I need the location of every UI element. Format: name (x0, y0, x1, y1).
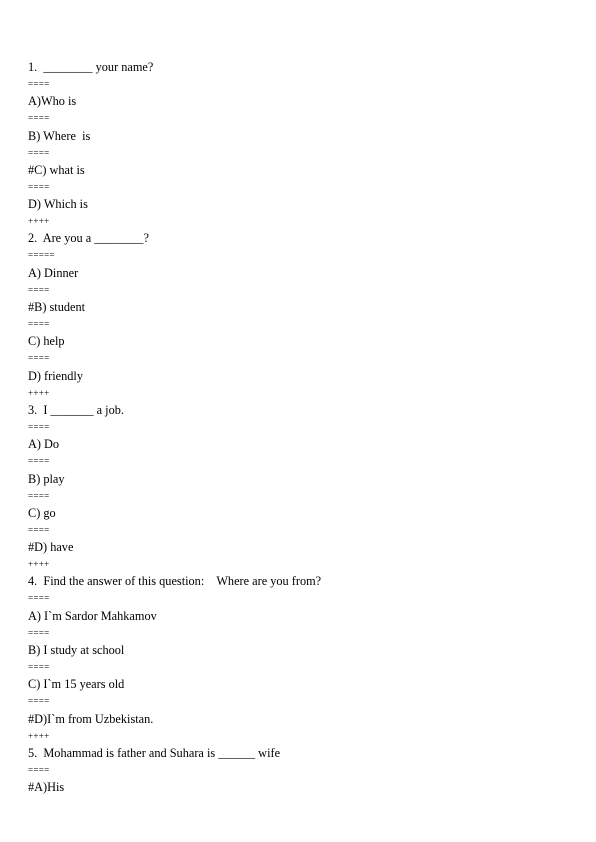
option-separator: ==== (28, 490, 50, 501)
option-separator: ==== (28, 627, 50, 638)
answer-option: B) Where is (28, 128, 91, 143)
question-text: 3. I _______ a job. (28, 402, 124, 417)
option-separator: ==== (28, 456, 50, 467)
answer-option: D) Which is (28, 197, 88, 212)
answer-option-correct: #D)I`m from Uzbekistan. (28, 711, 154, 726)
option-separator: ==== (28, 764, 50, 775)
option-separator: ==== (28, 181, 50, 192)
answer-option: B) play (28, 471, 65, 486)
answer-option: C) go (28, 505, 56, 520)
answer-option: A) Do (28, 437, 60, 452)
option-separator: ==== (28, 662, 50, 673)
quiz-document (28, 59, 576, 796)
answer-option: C) help (28, 334, 65, 349)
question-separator: ++++ (28, 216, 50, 227)
answer-option: C) I`m 15 years old (28, 677, 125, 692)
answer-option: B) I study at school (28, 643, 125, 658)
question-separator: ++++ (28, 387, 50, 398)
question-separator: ++++ (28, 559, 50, 570)
option-separator: ==== (28, 113, 50, 124)
question-separator: ++++ (28, 730, 50, 741)
option-separator: ==== (28, 147, 50, 158)
answer-option: A)Who is (28, 94, 77, 109)
question-text: 1. ________ your name? (28, 60, 154, 74)
option-separator: ==== (28, 319, 50, 330)
answer-option-correct: #B) student (28, 300, 86, 315)
question-text: 4. Find the answer of this question: Where are you from? (28, 574, 322, 589)
answer-option: A) I`m Sardor Mahkamov (28, 608, 157, 623)
option-separator: ===== (28, 250, 55, 261)
answer-option: D) friendly (28, 368, 83, 383)
option-separator: ==== (28, 421, 50, 432)
question-text: 5. Mohammad is father and Suhara is ______ wife (28, 745, 281, 760)
option-separator: ==== (28, 353, 50, 364)
answer-option-correct: #C) what is (28, 162, 85, 177)
answer-option: A) Dinner (28, 265, 79, 280)
question-text: 2. Are you a ________? (28, 231, 149, 246)
option-separator: ==== (28, 79, 50, 89)
option-separator: ==== (28, 593, 50, 604)
option-separator: ==== (28, 696, 50, 707)
option-separator: ==== (28, 284, 50, 295)
answer-option-correct: #A)His (28, 780, 65, 795)
option-separator: ==== (28, 524, 50, 535)
answer-option-correct: #D) have (28, 540, 74, 555)
